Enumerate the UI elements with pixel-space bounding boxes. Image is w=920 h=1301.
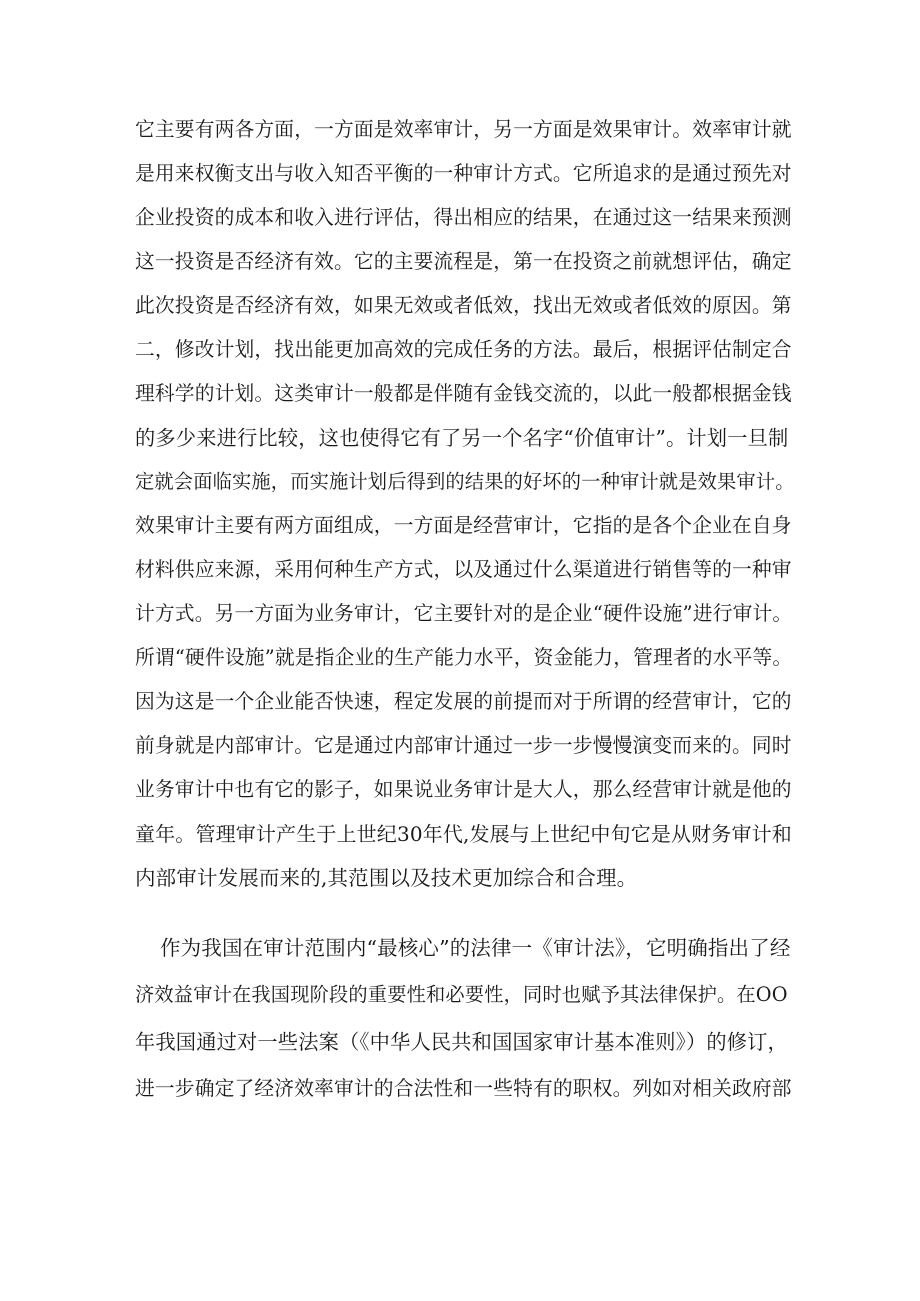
text-line: 是用来权衡支出与收入知否平衡的一种审计方式。它所追求的是通过预先对: [135, 162, 792, 185]
text-line: 作为我国在审计范围内“最核心”的法律一《审计法》，它明确指出了经: [160, 936, 791, 960]
text-line: 材料供应来源，采用何种生产方式，以及通过什么渠道进行销售等的一种审: [135, 558, 792, 581]
text-line: 这一投资是否经济有效。它的主要流程是，第一在投资之前就想评估，确定: [135, 250, 792, 273]
text-line: 进一步确定了经济效率审计的合法性和一些特有的职权。列如对相关政府部: [135, 1077, 792, 1100]
text-line: 童年。管理审计产生于上世纪30年代,发展与上世纪中旬它是从财务审计和: [135, 822, 792, 846]
text-line: 定就会面临实施，而实施计划后得到的结果的好坏的一种审计就是效果审计。: [135, 470, 795, 493]
text-line: 济效益审计在我国现阶段的重要性和必要性，同时也赋予其法律保护。在OO: [135, 983, 788, 1006]
text-line: 因为这是一个企业能否快速，程定发展的前提而对于所谓的经营审计，它的: [135, 690, 792, 713]
text-line: 的多少来进行比较，这也使得它有了另一个名字“价值审计”。计划一旦制: [135, 426, 789, 450]
text-line: 企业投资的成本和收入进行评估，得出相应的结果，在通过这一结果来预测: [135, 206, 792, 229]
text-line: 年我国通过对一些法案（《中华人民共和国国家审计基本准则》）的修订，: [135, 1030, 788, 1054]
text-line: 此次投资是否经济有效，如果无效或者低效，找出无效或者低效的原因。第: [135, 294, 792, 317]
text-line: 内部审计发展而来的,其范围以及技术更加综合和合理。: [135, 866, 638, 890]
text-line: 理科学的计划。这类审计一般都是伴随有金钱交流的，以此一般都根据金钱: [135, 382, 792, 405]
text-line: 计方式。另一方面为业务审计，它主要针对的是企业“硬件设施”进行审计。: [135, 602, 793, 625]
text-line: 它主要有两各方面，一方面是效率审计，另一方面是效果审计。效率审计就: [135, 118, 792, 141]
text-line: 二，修改计划，找出能更加高效的完成任务的方法。最后，根据评估制定合: [135, 338, 792, 361]
text-line: 效果审计主要有两方面组成，一方面是经营审计，它指的是各个企业在自身: [135, 514, 792, 537]
text-line: 业务审计中也有它的影子，如果说业务审计是大人，那么经营审计就是他的: [135, 778, 792, 801]
text-line: 前身就是内部审计。它是通过内部审计通过一步一步慢慢演变而来的。同时: [135, 734, 792, 757]
text-line: 所谓“硬件设施”就是指企业的生产能力水平，资金能力，管理者的水平等。: [135, 646, 793, 669]
